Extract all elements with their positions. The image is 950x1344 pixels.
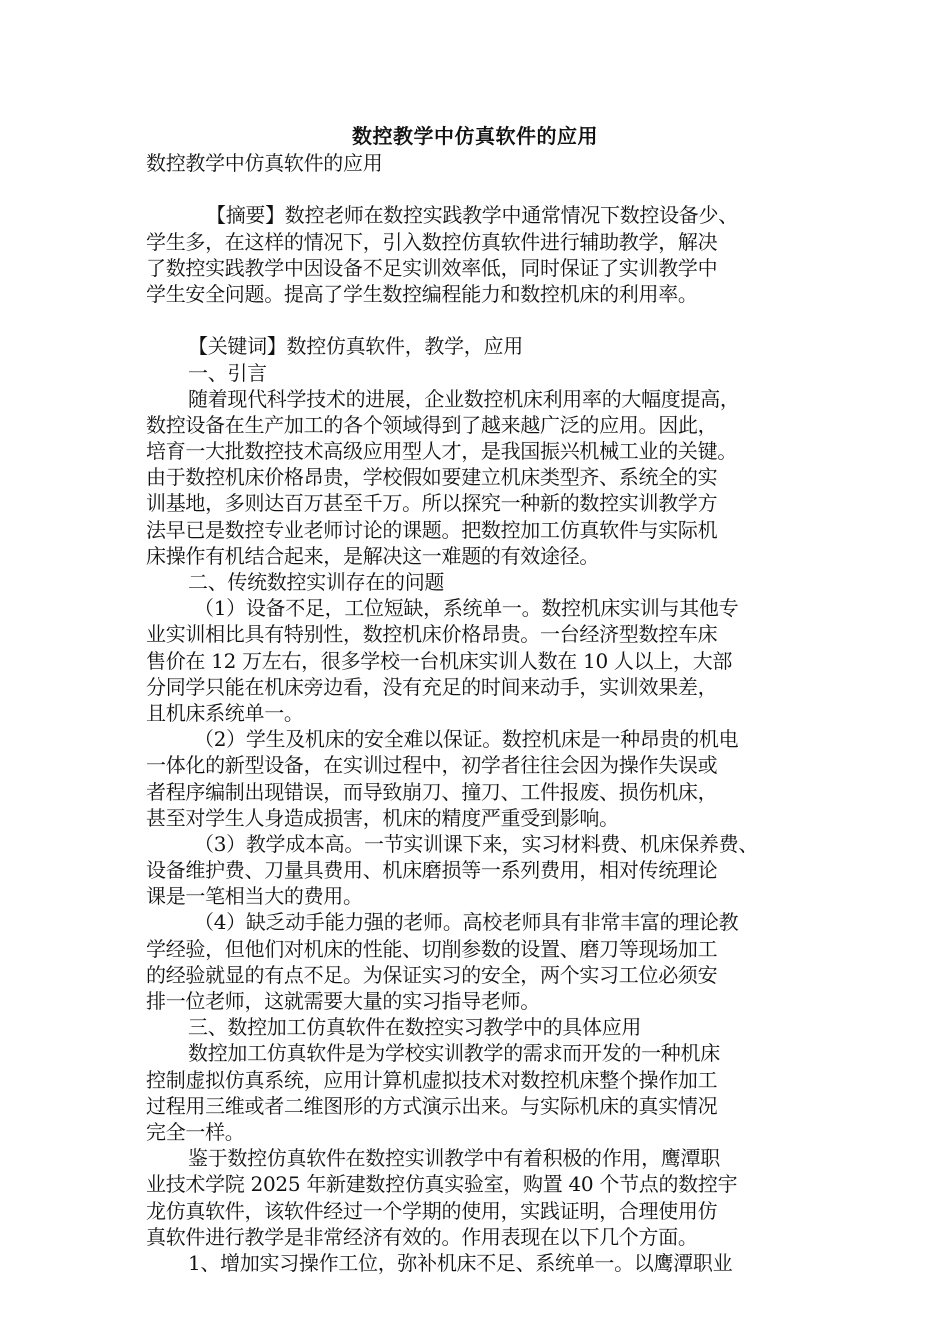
paragraph-line: 课是一笔相当大的费用。 (146, 884, 363, 909)
paragraph-line: 的经验就显的有点不足。为保证实习的安全，两个实习工位必须安 (146, 962, 718, 987)
abstract-line: 了数控实践教学中因设备不足实训效率低，同时保证了实训教学中 (146, 255, 718, 280)
keywords-line: 【关键词】数控仿真软件，教学，应用 (188, 334, 523, 359)
paragraph-line: 训基地，多则达百万甚至千万。所以探究一种新的数控实训教学方 (146, 491, 718, 516)
paragraph-line: 数控设备在生产加工的各个领域得到了越来越广泛的应用。因此， (146, 412, 718, 437)
paragraph-line: 业实训相比具有特别性，数控机床价格昂贵。一台经济型数控车床 (146, 622, 718, 647)
paragraph-line: 且机床系统单一。 (146, 700, 304, 725)
paragraph-line: 一体化的新型设备，在实训过程中，初学者往往会因为操作失误或 (146, 753, 718, 778)
abstract-line: 学生多，在这样的情况下，引入数控仿真软件进行辅助教学，解决 (146, 229, 718, 254)
abstract-line: 【摘要】数控老师在数控实践教学中通常情况下数控设备少、 (206, 203, 738, 228)
paragraph-line: 业技术学院 2025 年新建数控仿真实验室，购置 40 个节点的数控宇 (146, 1172, 738, 1197)
paragraph-line: 培育一大批数控技术高级应用型人才，是我国振兴机械工业的关键。 (146, 439, 737, 464)
paragraph-line: （3）教学成本高。一节实训课下来，实习材料费、机床保养费、 (194, 831, 759, 856)
paragraph-line: 过程用三维或者二维图形的方式演示出来。与实际机床的真实情况 (146, 1093, 718, 1118)
paragraph-line: （4）缺乏动手能力强的老师。高校老师具有非常丰富的理论教 (194, 910, 739, 935)
paragraph-line: 完全一样。 (146, 1119, 245, 1144)
paragraph-line: 售价在 12 万左右，很多学校一台机床实训人数在 10 人以上，大部 (146, 648, 733, 673)
document-title: 数控教学中仿真软件的应用 (352, 124, 598, 148)
section-heading: 三、数控加工仿真软件在数控实习教学中的具体应用 (188, 1015, 642, 1040)
paragraph-line: 床操作有机结合起来，是解决这一难题的有效途径。 (146, 543, 600, 568)
paragraph-line: 控制虚拟仿真系统，应用计算机虚拟技术对数控机床整个操作加工 (146, 1067, 718, 1092)
paragraph-line: （1）设备不足，工位短缺，系统单一。数控机床实训与其他专 (194, 596, 739, 621)
blank-line (146, 307, 816, 333)
section-heading: 一、引言 (188, 360, 267, 385)
paragraph-line: 排一位老师，这就需要大量的实习指导老师。 (146, 989, 540, 1013)
document-body (146, 150, 816, 1276)
paragraph-line: 龙仿真软件，该软件经过一个学期的使用，实践证明，合理使用仿 (146, 1198, 718, 1223)
paragraph-line: 学经验，但他们对机床的性能、切削参数的设置、磨刀等现场加工 (146, 936, 718, 961)
abstract-line: 学生安全问题。提高了学生数控编程能力和数控机床的利用率。 (146, 281, 698, 306)
paragraph-line: 随着现代科学技术的进展，企业数控机床利用率的大幅度提高， (188, 386, 740, 411)
paragraph-line: 分同学只能在机床旁边看，没有充足的时间来动手，实训效果差， (146, 674, 718, 699)
paragraph-line: 者程序编制出现错误，而导致崩刀、撞刀、工件报废、损伤机床， (146, 779, 718, 804)
paragraph-line: 数控加工仿真软件是为学校实训教学的需求而开发的一种机床 (188, 1041, 720, 1066)
paragraph-line: 甚至对学生人身造成损害，机床的精度严重受到影响。 (146, 805, 619, 830)
paragraph-line: 鉴于数控仿真软件在数控实训教学中有着积极的作用，鹰潭职 (188, 1146, 720, 1171)
paragraph-line: 设备维护费、刀量具费用、机床磨损等一系列费用，相对传统理论 (146, 858, 718, 883)
paragraph-line: 法早已是数控专业老师讨论的课题。把数控加工仿真软件与实际机 (146, 517, 718, 542)
paragraph-line: 1、增加实习操作工位，弥补机床不足、系统单一。以鹰潭职业 (188, 1250, 733, 1275)
blank-line (146, 176, 816, 202)
paragraph-line: 真软件进行教学是非常经济有效的。作用表现在以下几个方面。 (146, 1224, 698, 1249)
section-heading: 二、传统数控实训存在的问题 (188, 570, 445, 594)
paragraph-line: （2）学生及机床的安全难以保证。数控机床是一种昂贵的机电 (194, 727, 739, 752)
document-subtitle: 数控教学中仿真软件的应用 (146, 151, 383, 175)
paragraph-line: 由于数控机床价格昂贵，学校假如要建立机床类型齐、系统全的实 (146, 465, 718, 490)
